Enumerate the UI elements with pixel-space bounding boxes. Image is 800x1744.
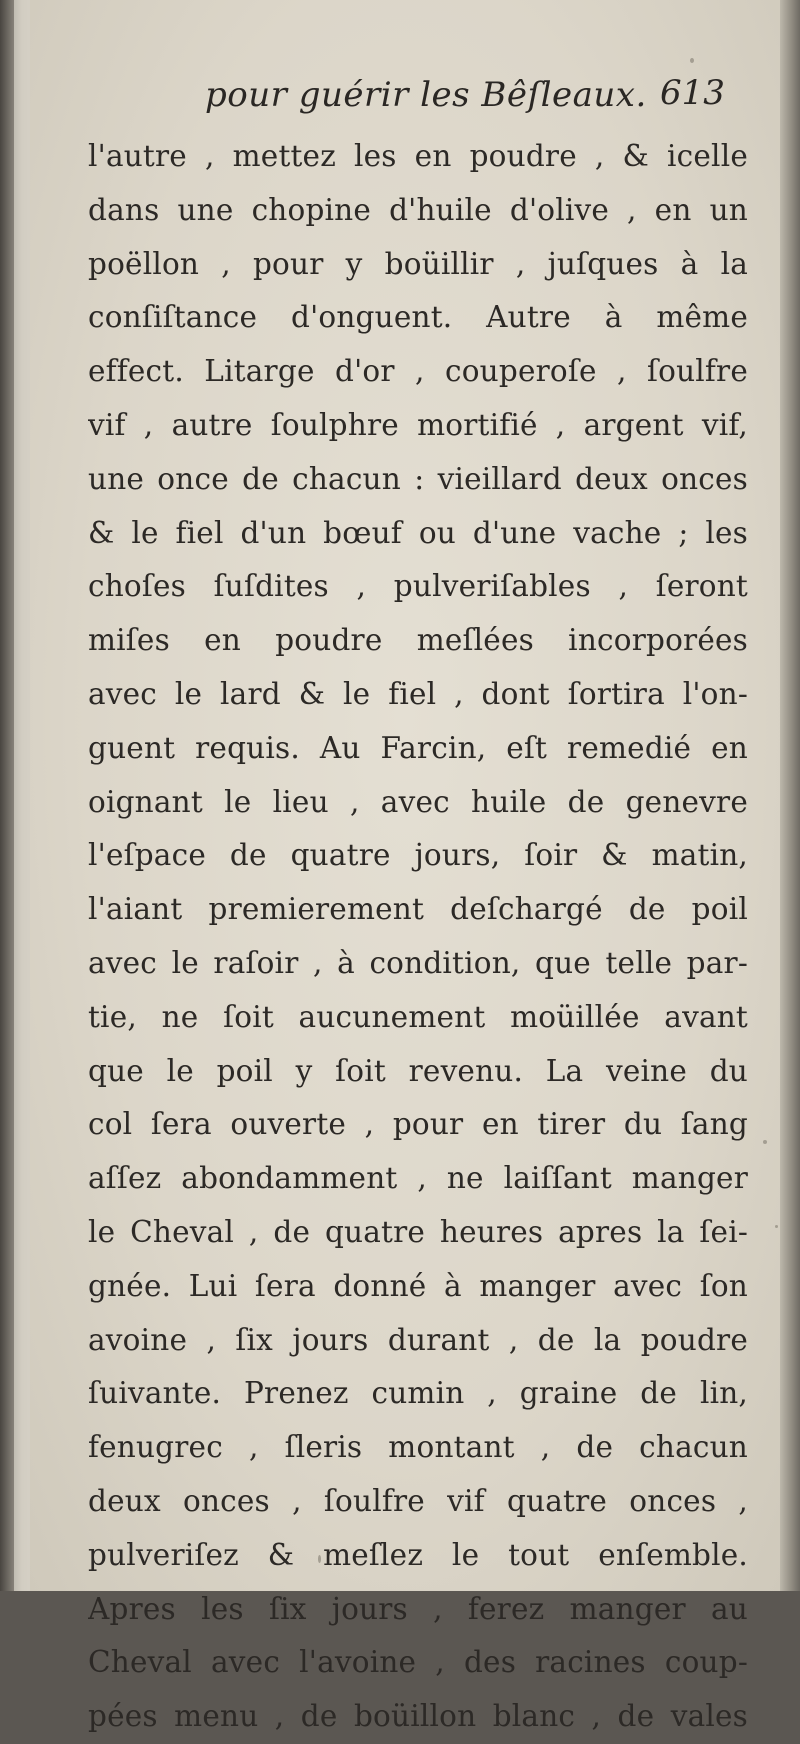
text-line: choſes ſuſdites , pulveriſables , ſeront <box>88 569 748 604</box>
page-number: 613 <box>660 73 725 113</box>
text-line: & le fiel d'un bœuf ou d'une vache ; les <box>88 515 748 550</box>
text-line: avec le lard & le fiel , dont ſortira l'on- <box>88 676 748 711</box>
book-gutter <box>0 0 14 1591</box>
ink-speck <box>775 1225 778 1228</box>
text-line: l'autre , mettez les en poudre , & icelle <box>88 139 748 173</box>
text-line: vif , autre ſoulphre mortifié , argent vif, <box>88 407 748 442</box>
ink-speck <box>763 1140 767 1144</box>
text-line: deux onces , ſoulfre vif quatre onces , <box>88 1483 748 1518</box>
text-line: aſſez abondamment , ne laiſſant manger <box>88 1161 748 1196</box>
text-line: oignant le lieu , avec huile de genevre <box>88 784 748 819</box>
text-line: pulveriſez & meſlez le tout enſemble. <box>88 1537 748 1572</box>
text-line: tie, ne ſoit aucunement moüillée avant <box>88 999 748 1034</box>
text-line: l'eſpace de quatre jours, ſoir & matin, <box>88 838 748 873</box>
text-line: Apres les ſix jours , ferez manger au <box>88 1591 748 1626</box>
text-line: l'aiant premierement deſchargé de poil <box>88 892 748 927</box>
text-line: avec le raſoir , à condition, que telle par- <box>88 945 748 980</box>
text-line: une once de chacun : vieillard deux onces <box>88 461 748 496</box>
text-line: Cheval avec l'avoine , des racines coup- <box>88 1645 748 1680</box>
text-line: dans une chopine d'huile d'olive , en un <box>88 192 748 227</box>
body-text <box>88 130 748 1744</box>
text-line: ſuivante. Prenez cumin , graine de lin, <box>88 1376 748 1411</box>
running-head: pour guérir les Bêſleaux. <box>205 75 647 115</box>
text-line: gnée. Lui ſera donné à manger avec ſon <box>88 1268 748 1303</box>
text-line: pées menu , de boüillon blanc , de vales <box>88 1699 748 1734</box>
text-line: col ſera ouverte , pour en tirer du ſang <box>88 1107 748 1142</box>
text-line: le Cheval , de quatre heures apres la ſei- <box>88 1214 748 1249</box>
text-line: poëllon , pour y boüillir , juſques à la <box>88 246 748 281</box>
ink-speck <box>690 58 694 63</box>
text-line: fenugrec , ſleris montant , de chacun <box>88 1430 748 1465</box>
text-line: effect. Litarge d'or , couperoſe , ſoulfre <box>88 354 748 389</box>
text-line: guent requis. Au Farcin, eſt remedié en <box>88 730 748 765</box>
text-line: conſiſtance d'onguent. Autre à même <box>88 300 748 335</box>
text-line: avoine , ſix jours durant , de la poudre <box>88 1322 748 1357</box>
page-header <box>30 75 750 135</box>
text-line: que le poil y ſoit revenu. La veine du <box>88 1053 748 1088</box>
text-line: miſes en poudre meſlées incorporées <box>88 623 748 658</box>
